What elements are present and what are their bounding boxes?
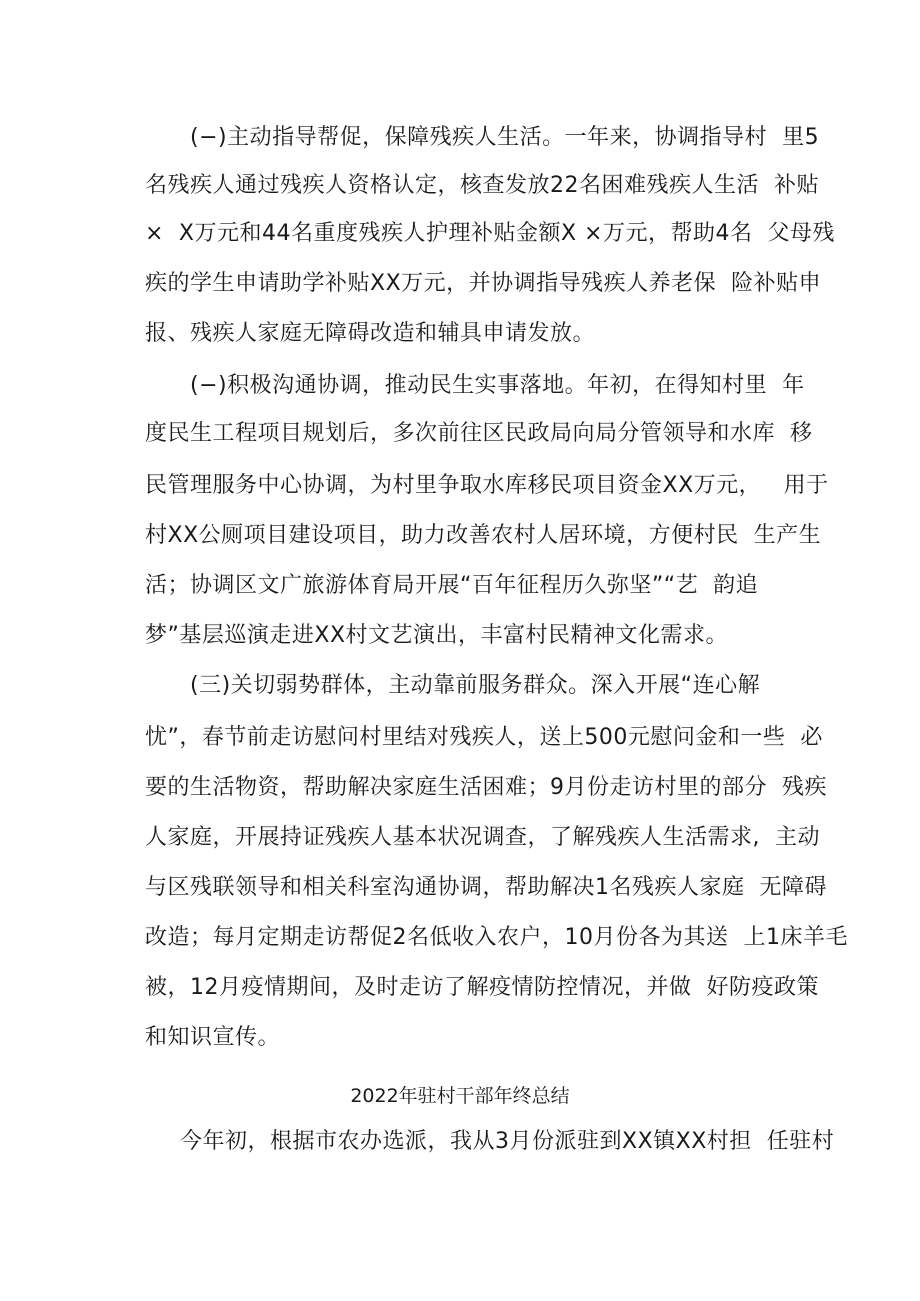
text-line: 今年初，根据市农办选派，我从3月份派驻到XX镇XX村担 任驻村 — [180, 1129, 835, 1154]
text-line: × X万元和44名重度残疾人护理补贴金额X ×万元，帮助4名 父母残 — [145, 221, 835, 246]
text-line: 村XX公厕项目建设项目，助力改善农村人居环境，方便村民 生产生 — [145, 523, 822, 548]
section-title: 2022年驻村干部年终总结 — [350, 1085, 570, 1107]
text-line: 与区残联领导和相关科室沟通协调，帮助解决1名残疾人家庭 无障碍 — [145, 875, 827, 900]
text-line: 度民生工程项目规划后，多次前往区民政局向局分管领导和水库 移 — [145, 421, 813, 446]
text-line: 活；协调区文广旅游体育局开展“百年征程历久弥坚”“艺 韵追 — [145, 573, 759, 598]
text-line: (三)关切弱势群体，主动靠前服务群众。深入开展“连心解 — [190, 673, 761, 698]
text-line: 梦”基层巡演走进XX村文艺演出，丰富村民精神文化需求。 — [145, 623, 729, 648]
text-line: (−)积极沟通协调，推动民生实事落地。年初，在得知村里 年 — [190, 373, 805, 398]
text-line: 要的生活物资，帮助解决家庭生活困难；9月份走访村里的部分 残疾 — [145, 775, 827, 800]
text-line: 疾的学生申请助学补贴XX万元，并协调指导残疾人养老保 险补贴申 — [145, 271, 822, 296]
text-line: 被，12月疫情期间，及时走访了解疫情防控情况，并做 好防疫政策 — [145, 975, 819, 1000]
text-line: 名残疾人通过残疾人资格认定，核查发放22名困难残疾人生活 补贴 — [145, 173, 819, 198]
text-line: (−)主动指导帮促，保障残疾人生活。一年来，协调指导村 里5 — [190, 125, 820, 150]
text-line: 报、残疾人家庭无障碍改造和辅具申请发放。 — [145, 321, 596, 346]
text-line: 人家庭，开展持证残疾人基本状况调查，了解残疾人生活需求, 主动 — [145, 825, 820, 850]
text-line: 和知识宣传。 — [145, 1025, 281, 1050]
text-line: 改造；每月定期走访帮促2名低收入农户，10月份各为其送 上1床羊毛 — [145, 925, 848, 950]
text-line: 民管理服务中心协调，为村里争取水库移民项目资金XX万元， 用于 — [145, 473, 829, 498]
text-line: 忧”，春节前走访慰问村里结对残疾人，送上500元慰问金和一些 必 — [145, 725, 823, 750]
